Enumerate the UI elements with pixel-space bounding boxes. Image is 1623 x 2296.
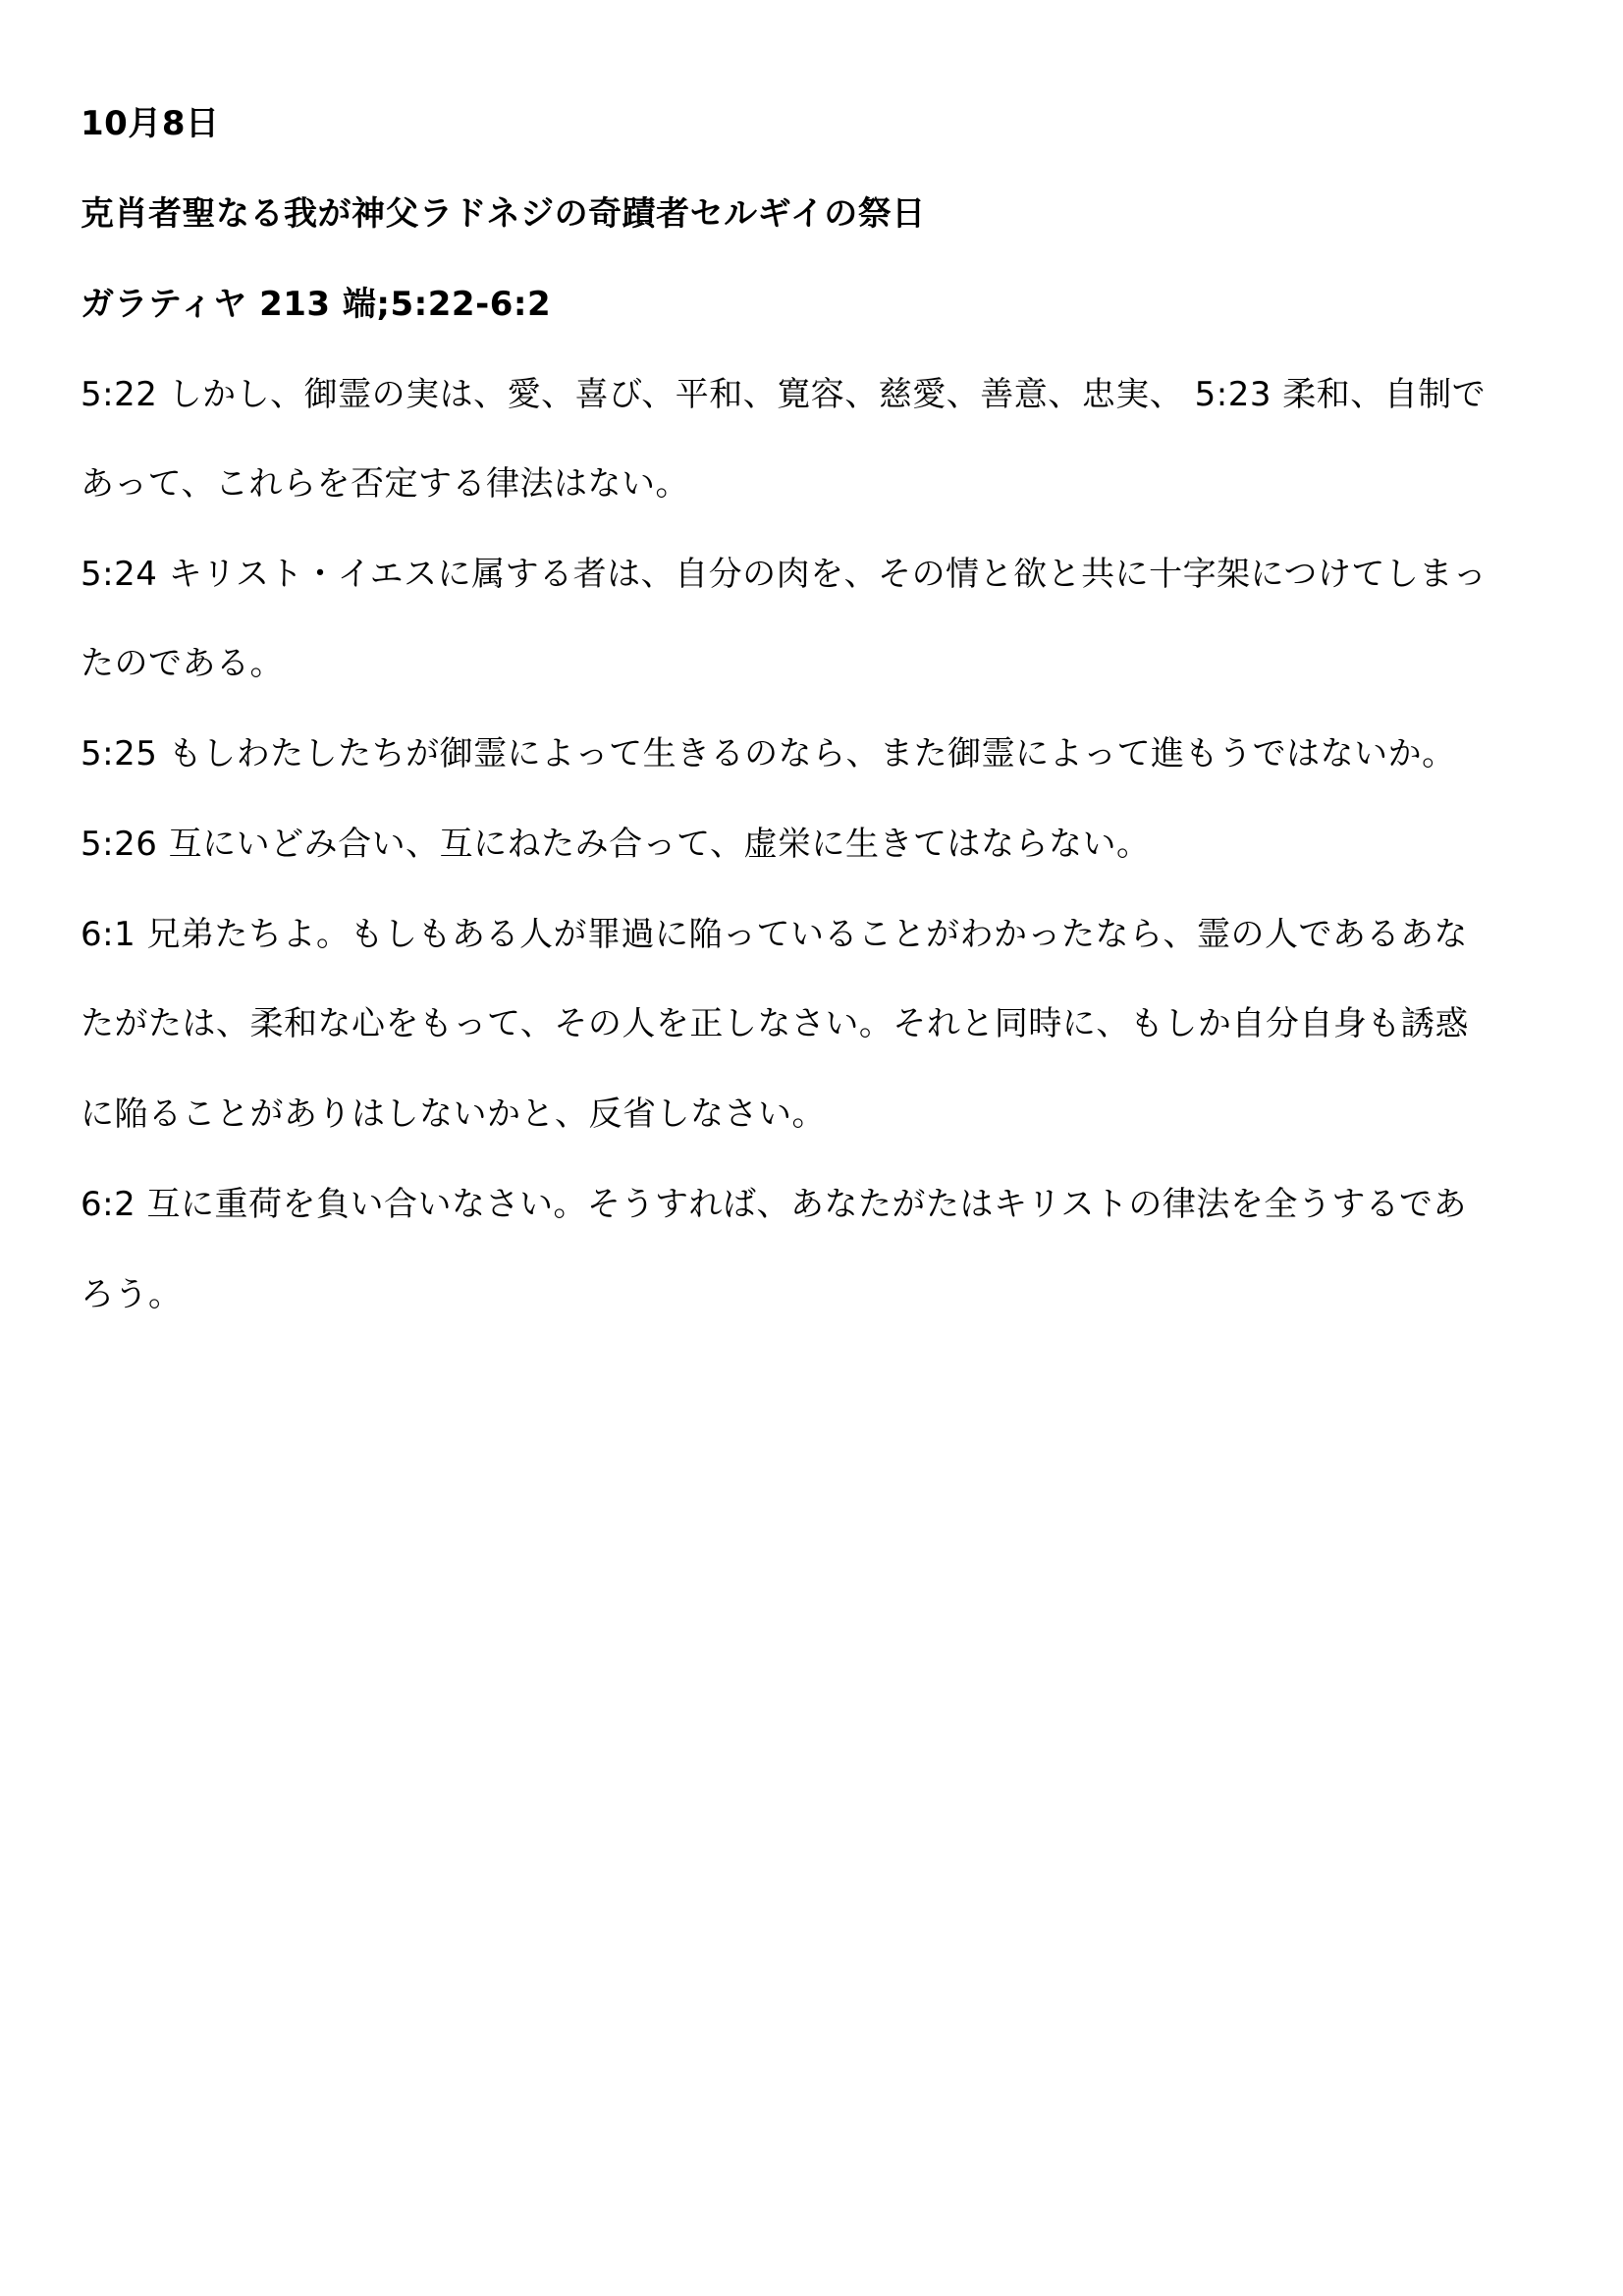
verse-line: ろう。 bbox=[81, 1275, 183, 1314]
verse-line: に陥ることがありはしないかと、反省しなさい。 bbox=[81, 1095, 826, 1134]
verse-line: 5:24 キリスト・イエスに属する者は、自分の肉を、その情と欲と共に十字架につけてしまっ bbox=[81, 555, 1488, 594]
verse-line: 5:26 互にいどみ合い、互にねたみ合って、虚栄に生きてはならない。 bbox=[81, 825, 1151, 864]
verse-line: たがたは、柔和な心をもって、その人を正しなさい。それと同時に、もしか自分自身も誘惑 bbox=[81, 1004, 1469, 1043]
verse-line: 6:1 兄弟たちよ。もしもある人が罪過に陥っていることがわかったなら、霊の人であるあな bbox=[81, 915, 1469, 954]
verse-line: あって、これらを否定する律法はない。 bbox=[81, 464, 689, 504]
feast-title: 克肖者聖なる我が神父ラドネジの奇蹟者セルギイの祭日 bbox=[81, 194, 926, 234]
reading-reference: ガラティヤ 213 端;5:22-6:2 bbox=[81, 285, 552, 324]
verse-line: 6:2 互に重荷を負い合いなさい。そうすれば、あなたがたはキリストの律法を全うするであ bbox=[81, 1185, 1468, 1224]
verse-line: たのである。 bbox=[81, 644, 284, 683]
date-heading: 10月8日 bbox=[81, 104, 220, 143]
verse-line: 5:22 しかし、御霊の実は、愛、喜び、平和、寛容、慈愛、善意、忠実、 5:23 柔和、自制で bbox=[81, 375, 1487, 414]
verse-line: 5:25 もしわたしたちが御霊によって生きるのなら、また御霊によって進もうではないか。 bbox=[81, 734, 1456, 774]
